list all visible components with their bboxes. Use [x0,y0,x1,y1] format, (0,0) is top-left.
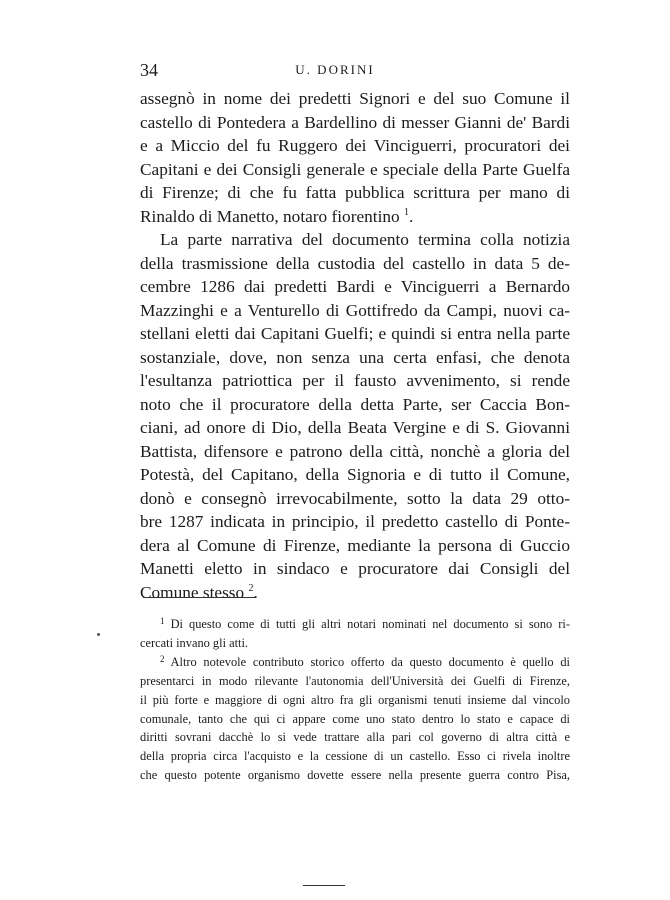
text-line: di Firenze; di che fu fatta pubblica scrittura per mano di [140,183,570,202]
footnote-2 [140,653,570,784]
footnote-line: diritti sovrani dacchè lo si vede trattare alla pari col governo di altra città e [140,730,570,745]
footnote-line: il più forte e maggiore di ogni altro fra gli organismi tenuti insieme dal vincolo [140,692,570,707]
text-line: Comune stesso $^2$. [140,582,258,602]
footnote-line: comunale, tanto che qui ci appare come uno stato dentro lo stato e capace di [140,711,570,726]
text-line: della trasmissione della custodia del castello in data 5 de- [140,253,570,273]
text-line: Manetti eletto in sindaco e procuratore dai Consigli del [140,559,570,578]
footnote-line: cercati invano gli atti. [140,635,249,650]
text-line: donò e consegnò irrevocabilmente, sotto la data 29 otto- [140,488,570,508]
footnote-1 [140,615,570,652]
paragraph-1 [140,87,570,228]
paper-speck [97,633,100,636]
footnote-line [140,653,570,672]
text-line: La parte narrativa del documento termina colla notizia [160,230,570,249]
text-line-content: Comune stesso [140,582,245,602]
footnote-marker: 2 [160,654,165,665]
text-line: noto che il procuratore della detta Parte, ser Caccia Bon- [140,394,570,414]
text-line: e a Miccio del fu Ruggero dei Vinciguerri, procuratori dei [140,136,570,155]
text-line-content: Rinaldo di Manetto, notaro fiorentino [140,206,400,226]
text-line: castello di Pontedera a Bardellino di messer Gianni de' Bardi [140,112,570,132]
footnote-line [140,615,570,634]
footnote-line: della propria circa l'acquisto e la cessione di un castello. Esso ci rivela inoltre [140,748,570,763]
text-line: bre 1287 indicata in principio, il predetto castello di Ponte- [140,512,570,531]
text-line: ciani, ad onore di Dio, della Beata Vergine e di S. Giovanni [140,418,570,437]
page-bottom-rule [303,885,345,886]
text-line: l'esultanza patriottica per il fausto avvenimento, si rende [140,371,570,390]
text-line: cembre 1286 dai predetti Bardi e Vinciguerri a Bernardo [140,277,570,296]
text-line: Rinaldo di Manetto, notaro fiorentino $^1$. [140,206,414,226]
body-text [140,87,570,604]
footnote-line: presentarci in modo rilevante l'autonomia dell'Università dei Guelfi di Firenze, [140,674,570,689]
text-line: sostanziale, dove, non senza una certa enfasi, che denota [140,347,570,367]
footnote-text: Di questo come di tutti gli altri notari nominati nel documento si sono ri- [170,617,570,631]
text-line: Mazzinghi e a Venturello di Gottifredo da Campi, nuovi ca- [140,300,570,320]
footnotes [140,615,570,784]
footnote-text: Altro notevole contributo storico offerto da questo documento è quello di [170,655,570,670]
text-line: stellani eletti dai Capitani Guelfi; e quindi si entra nella parte [140,324,570,343]
text-line: assegnò in nome dei predetti Signori e del suo Comune il [140,89,570,108]
text-line: dera al Comune di Firenze, mediante la persona di Guccio [140,535,570,555]
text-line: Capitani e dei Consigli generale e speciale della Parte Guelfa [140,159,570,179]
footnote-reference[interactable]: 1 [403,206,409,218]
footnote-reference[interactable]: 2 [248,582,254,594]
text-line: Battista, difensore e patrono della città, nonchè a gloria del [140,441,570,461]
running-head: U. DORINI [295,62,375,77]
footnote-marker: 1 [160,616,165,626]
paragraph-2 [140,228,570,604]
footnote-line: che questo potente organismo dovette essere nella presente guerra contro Pisa, [140,767,570,782]
page-number: 34 [140,60,158,80]
text-line: Potestà, del Capitano, della Signoria e di tutto il Comune, [140,465,570,484]
footnote-divider [143,597,256,598]
